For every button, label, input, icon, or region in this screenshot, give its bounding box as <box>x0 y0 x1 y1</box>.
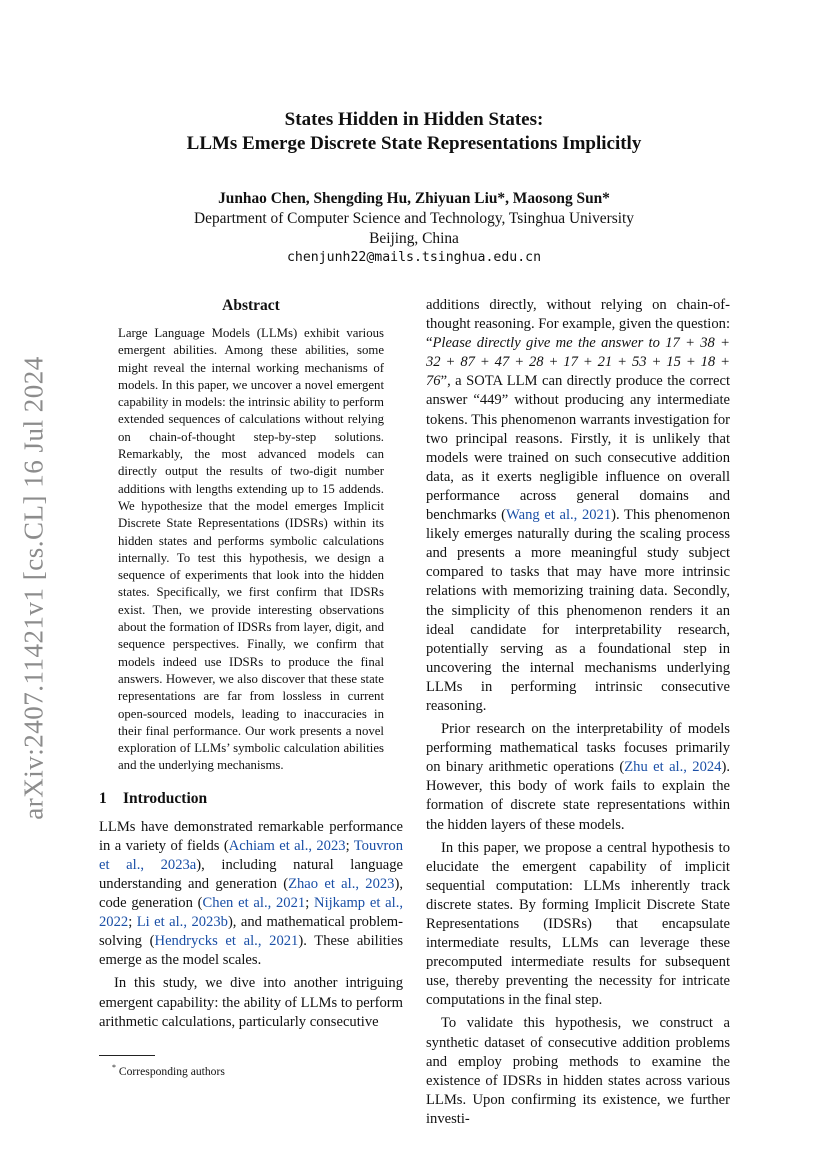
citation-link[interactable]: Chen et al., 2021 <box>202 895 306 912</box>
right-column <box>426 296 730 1129</box>
section-heading-introduction <box>99 789 403 809</box>
text-run: ). This phenomenon likely emerges naturally during the scaling process and presents a more meaningful study subject compared to tasks that may have more intrinsic relations with memorizing training data. Secondly, the simplicity of this phenomenon renders it an ideal candidate for interpretability research, potentially serving as a foundational step in uncovering the internal mechanisms underlying LLMs in performing intrinsic consecutive reasoning. <box>426 507 731 714</box>
paper-header <box>0 108 828 268</box>
intro-paragraph-2-continued <box>426 296 730 716</box>
abstract-text: Large Language Models (LLMs) exhibit various emergent abilities. Among these abilities, some might reveal the internal working mechanisms of models. In this paper, we uncover a novel emergent capability in models: the intrinsic ability to perform extended sequences of calculations without relying on chain-of-thought step-by-step solutions. Remarkably, the most advanced models can directly output the results of two-digit number additions with lengths extending up to 15 addends. We hypothesize that the model emerges Implicit Discrete State Representations (IDSRs) within its hidden states and performs symbolic calculations internally. To test this hypothesis, we design a sequence of experiments that look into the hidden states. Specifically, we first confirm that IDSRs exist. Then, we provide interesting observations about the formation of IDSRs from layer, digit, and sequence perspectives. Finally, we confirm that models indeed use IDSRs to produce the final answers. However, we also discover that these state representations are far from lossless in current open-sourced models, leading to inaccuracies in their final performance. Our work presents a novel exploration of LLMs’ symbolic calculation abilities and the underlying mechanisms. <box>118 326 384 773</box>
footnote-mark: * <box>112 1063 116 1072</box>
footnote <box>112 1060 225 1080</box>
section-number: 1 <box>99 789 107 807</box>
intro-paragraph-2-start <box>99 974 403 1031</box>
text-run: additions directly, without relying on chain-of-thought reasoning. For example, given the question: “ <box>426 297 730 352</box>
text-run: ). However, this body of work fails to explain the formation of discrete state representations within the hidden layers of these models. <box>426 759 730 833</box>
author-names: Junhao Chen, Shengding Hu, Zhiyuan Liu*, Maosong Sun* <box>218 190 610 207</box>
citation-link[interactable]: Li et al., 2023b <box>136 914 228 931</box>
abstract-heading: Abstract <box>222 297 280 314</box>
text-run: ”, a SOTA LLM can directly produce the correct answer “449” without producing any intermediate tokens. This phenomenon warrants investigation for two principal reasons. Firstly, it is unlikely that models were trained on such consecutive addition data, as it exerts negligible influence on overall performance across general domains and benchmarks ( <box>426 373 730 524</box>
intro-paragraph-5: To validate this hypothesis, we construct a synthetic dataset of consecutive addition problems and employ probing methods to examine the existence of IDSRs in hidden states across various LLMs. Upon confirming its existence, we further investi- <box>426 1015 730 1127</box>
department: Department of Computer Science and Technology, Tsinghua University <box>194 210 634 227</box>
left-column <box>99 296 403 1032</box>
paper-title <box>0 108 828 156</box>
text-run: ; <box>345 837 354 854</box>
title-line-2: LLMs Emerge Discrete State Representations Implicitly <box>186 133 642 154</box>
text-run: ; <box>128 914 137 931</box>
intro-paragraph-3 <box>426 720 730 835</box>
title-line-1: States Hidden in Hidden States: <box>284 109 544 130</box>
citation-link[interactable]: Zhao et al., 2023 <box>288 876 395 892</box>
citation-link[interactable]: Nijkamp et al., 2022 <box>99 895 403 931</box>
citation-link[interactable]: Touvron et al., 2023a <box>99 837 403 873</box>
text-run: In this study, we dive into another intriguing emergent capability: the ability of LLMs to perform arithmetic calculations, particularly consecutive <box>99 975 403 1030</box>
text-run: ; <box>305 895 315 912</box>
intro-paragraph-4: In this paper, we propose a central hypothesis to elucidate the emergent capability of implicit sequential computation: LLMs inherently track discrete states. By forming Implicit Discrete State Representations (IDSRs) that encapsulate intermediate results, LLMs can leverage these precomputed intermediate results for subsequent use, thereby preventing the necessity for intricate computations in the final step. <box>426 839 730 1009</box>
text-run: LLMs have demonstrated remarkable performance in a variety of fields ( <box>99 818 403 854</box>
text-run: ), code generation ( <box>99 876 403 912</box>
citation-link[interactable]: Wang et al., 2021 <box>506 507 612 524</box>
intro-paragraph-1 <box>99 818 403 971</box>
location: Beijing, China <box>369 229 459 247</box>
author-list <box>0 189 828 268</box>
example-question: Please directly give me the answer to 17 + 38 + 32 + 87 + 47 + 28 + 17 + 21 + 53 + 15 + 18 + 76 <box>426 335 730 390</box>
footnote-text: Corresponding authors <box>118 1064 225 1078</box>
section-title: Introduction <box>123 789 208 807</box>
citation-link[interactable]: Zhu et al., 2024 <box>624 759 722 776</box>
arxiv-identifier-stamp: arXiv:2407.11421v1 [cs.CL] 16 Jul 2024 <box>18 356 49 820</box>
author-email[interactable]: chenjunh22@mails.tsinghua.edu.cn <box>286 250 542 265</box>
citation-link[interactable]: Achiam et al., 2023 <box>228 837 346 854</box>
footnote-divider <box>99 1055 155 1056</box>
text-run: ), and mathematical problem-solving ( <box>99 914 404 950</box>
text-run: ). These abilities emerge as the model scales. <box>99 933 404 969</box>
text-run: ), including natural language understanding and generation ( <box>99 856 403 892</box>
text-run: Prior research on the interpretability of models performing mathematical tasks focuses primarily on binary arithmetic operations ( <box>426 721 730 776</box>
citation-link[interactable]: Hendrycks et al., 2021 <box>154 933 299 950</box>
